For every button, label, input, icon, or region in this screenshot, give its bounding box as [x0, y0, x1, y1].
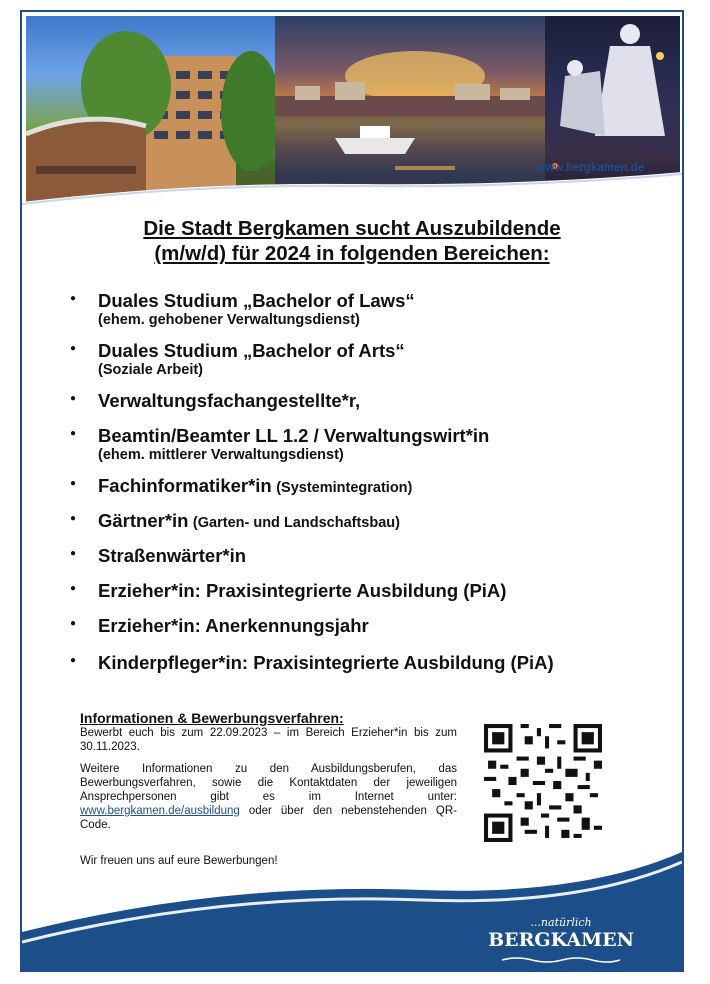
info-heading: Informationen & Bewerbungsverfahren: [80, 710, 344, 726]
website-url[interactable]: www.bergkamen.de [536, 162, 644, 174]
logo-wave-icon [502, 956, 620, 964]
list-item: ● Erzieher*in: Anerkennungsjahr [70, 615, 670, 637]
training-positions-list [70, 290, 670, 674]
deadline-text: Bewerbt euch bis zum 22.09.2023 – im Bereich Erzieher*in bis zum 30.11.2023. [80, 727, 457, 753]
list-item: ● Duales Studium „Bachelor of Arts“ (Soziale Arbeit) [70, 340, 670, 379]
closing-text: Wir freuen uns auf eure Bewerbungen! [80, 855, 278, 867]
list-item: ● Verwaltungsfachangestellte*r, [70, 390, 670, 412]
bergkamen-logo: ...natürlich BERGKAMEN [488, 916, 634, 969]
title-line-2: (m/w/d) für 2024 in folgenden Bereichen: [154, 242, 550, 265]
ausbildung-link[interactable]: www.bergkamen.de/ausbildung [80, 805, 240, 817]
list-item: ● Straßenwärter*in [70, 545, 670, 567]
list-item: ● Fachinformatiker*in (Systemintegration) [70, 475, 670, 497]
application-info [80, 710, 457, 868]
qr-code[interactable] [484, 724, 602, 842]
title-line-1: Die Stadt Bergkamen sucht Auszubildende [143, 217, 561, 240]
poster-frame [20, 10, 684, 972]
page-title [52, 216, 652, 266]
list-item: ● Duales Studium „Bachelor of Laws“ (ehem. gehobener Verwaltungsdienst) [70, 290, 670, 329]
list-item: ● Beamtin/Beamter LL 1.2 / Verwaltungswirt*in (ehem. mittlerer Verwaltungsdienst) [70, 425, 670, 464]
list-item: ● Erzieher*in: Praxisintegrierte Ausbildung (PiA) [70, 580, 670, 602]
list-item: ● Gärtner*in (Garten- und Landschaftsbau) [70, 510, 670, 532]
list-item: ● Kinderpfleger*in: Praxisintegrierte Ausbildung (PiA) [70, 652, 670, 674]
more-info-text: Weitere Informationen zu den Ausbildungsberufen, das Bewerbungsverfahren, sowie die Kontaktdaten der jeweiligen Ansprechpersonen gibt es im Internet unter: www.bergkamen.de/ausbildung oder über den nebenstehenden QR-Code. [80, 763, 457, 831]
